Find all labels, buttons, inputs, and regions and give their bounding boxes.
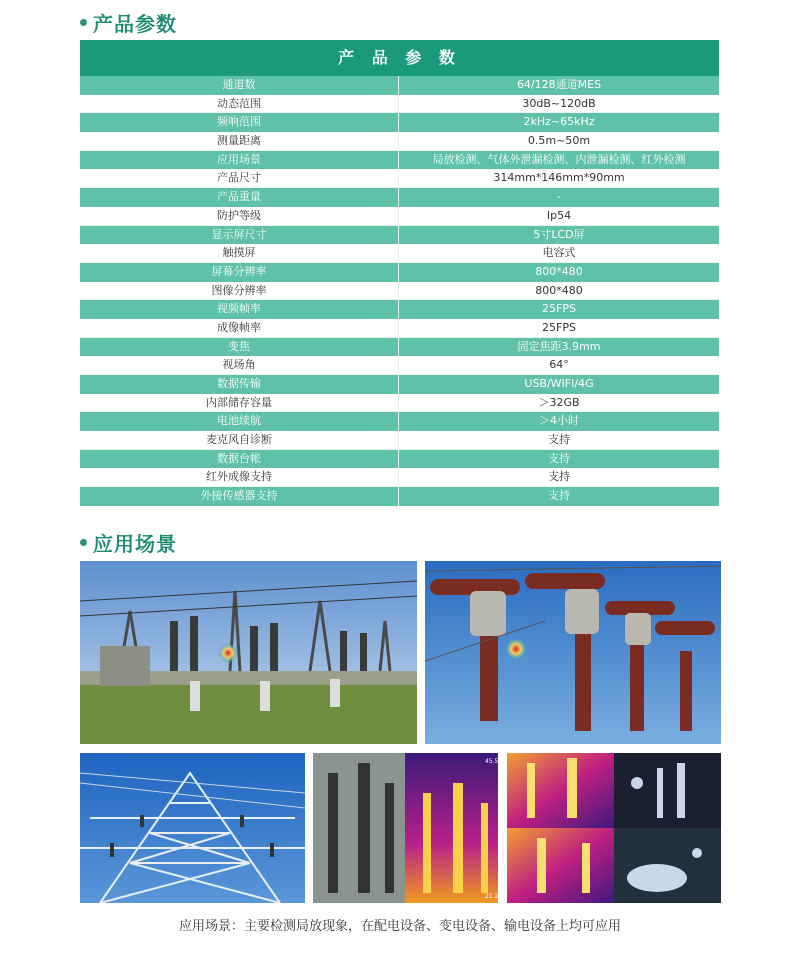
table-row bbox=[80, 207, 719, 226]
spec-value: - bbox=[557, 190, 561, 204]
bullet-dot-icon bbox=[80, 19, 87, 26]
photo-transmission-tower bbox=[80, 753, 305, 903]
spec-label: 数据台帐 bbox=[80, 450, 399, 469]
table-row bbox=[80, 113, 719, 132]
spec-value: 30dB~120dB bbox=[522, 96, 596, 110]
spec-label: 视场角 bbox=[80, 356, 399, 374]
spec-value: 支持 bbox=[548, 433, 570, 447]
table-row bbox=[80, 356, 719, 375]
table-row bbox=[80, 95, 719, 114]
spec-value: ＞32GB bbox=[538, 395, 580, 409]
table-row bbox=[80, 226, 719, 245]
spec-value: USB/WIFI/4G bbox=[524, 377, 594, 390]
spec-label: 外接传感器支持 bbox=[80, 487, 399, 506]
table-row bbox=[80, 76, 719, 95]
section-heading-apps bbox=[80, 528, 177, 557]
photo-thermal-grid bbox=[507, 753, 721, 903]
spec-rows bbox=[80, 76, 719, 506]
table-row bbox=[80, 394, 719, 413]
spec-label: 屏幕分辨率 bbox=[80, 263, 399, 282]
spec-value: 64/128通道MES bbox=[516, 78, 602, 91]
bullet-dot-icon bbox=[80, 539, 87, 546]
spec-label: 防护等级 bbox=[80, 207, 399, 225]
table-row bbox=[80, 319, 719, 338]
table-row bbox=[80, 282, 719, 301]
spec-label: 产品重量 bbox=[80, 188, 399, 207]
table-title: 产 品 参 数 bbox=[80, 40, 719, 76]
photo-substation-field bbox=[80, 561, 417, 744]
spec-label: 测量距离 bbox=[80, 132, 399, 150]
spec-value: 支持 bbox=[548, 489, 570, 503]
table-row bbox=[80, 431, 719, 450]
section-heading-text: 应用场景 bbox=[93, 532, 177, 556]
spec-value: 800*480 bbox=[535, 283, 583, 297]
spec-label: 图像分辨率 bbox=[80, 282, 399, 300]
photo-thermal-comparison bbox=[313, 753, 498, 903]
spec-label: 频响范围 bbox=[80, 113, 399, 132]
table-row bbox=[80, 375, 719, 394]
caption: 应用场景：主要检测局放现象，在配电设备、变电设备、输电设备上均可应用 bbox=[178, 919, 621, 934]
spec-label: 成像帧率 bbox=[80, 319, 399, 337]
spec-value: 5寸LCD屏 bbox=[533, 227, 585, 241]
spec-value: 支持 bbox=[548, 470, 570, 484]
spec-table bbox=[80, 40, 719, 506]
spec-label: 产品尺寸 bbox=[80, 169, 399, 187]
table-row bbox=[80, 338, 719, 357]
svg-text:45.5: 45.5 bbox=[485, 758, 498, 765]
spec-value: 局放检测、气体外泄漏检测、内泄漏检测、红外检测 bbox=[432, 152, 686, 166]
spec-value: 25FPS bbox=[542, 302, 576, 316]
spec-label: 动态范围 bbox=[80, 95, 399, 113]
photo-insulators bbox=[425, 561, 721, 744]
spec-value: 0.5m~50m bbox=[527, 134, 591, 148]
table-row bbox=[80, 244, 719, 263]
table-row bbox=[80, 412, 719, 431]
spec-value: Ip54 bbox=[546, 208, 572, 222]
table-row bbox=[80, 169, 719, 188]
spec-label: 数据传输 bbox=[80, 375, 399, 394]
svg-text:21.2: 21.2 bbox=[485, 893, 498, 900]
spec-label: 内部储存容量 bbox=[80, 394, 399, 412]
spec-value: 电容式 bbox=[542, 246, 576, 260]
section-heading-text: 产品参数 bbox=[93, 12, 177, 36]
section-heading-params bbox=[80, 8, 177, 37]
spec-label: 显示屏尺寸 bbox=[80, 226, 399, 245]
table-row bbox=[80, 132, 719, 151]
spec-label: 变焦 bbox=[80, 338, 399, 357]
table-row bbox=[80, 188, 719, 207]
spec-value: 314mm*146mm*90mm bbox=[493, 171, 625, 185]
spec-label: 应用场景 bbox=[80, 151, 399, 170]
spec-value: 64° bbox=[549, 358, 569, 372]
table-row bbox=[80, 151, 719, 170]
spec-label: 通道数 bbox=[80, 76, 399, 95]
spec-label: 触摸屏 bbox=[80, 244, 399, 262]
spec-label: 视频帧率 bbox=[80, 300, 399, 319]
spec-value: 2kHz~65kHz bbox=[523, 115, 595, 129]
spec-value: 固定焦距3.9mm bbox=[517, 339, 601, 353]
table-row bbox=[80, 487, 719, 506]
spec-label: 麦克风自诊断 bbox=[80, 431, 399, 449]
spec-value: 支持 bbox=[548, 451, 570, 465]
spec-value: 800*480 bbox=[535, 264, 583, 278]
table-row bbox=[80, 263, 719, 282]
table-row bbox=[80, 300, 719, 319]
spec-label: 红外成像支持 bbox=[80, 468, 399, 486]
spec-value: 25FPS bbox=[542, 320, 576, 334]
spec-label: 电池续航 bbox=[80, 412, 399, 431]
table-row bbox=[80, 468, 719, 487]
table-row bbox=[80, 450, 719, 469]
spec-value: ＞4小时 bbox=[539, 414, 579, 428]
